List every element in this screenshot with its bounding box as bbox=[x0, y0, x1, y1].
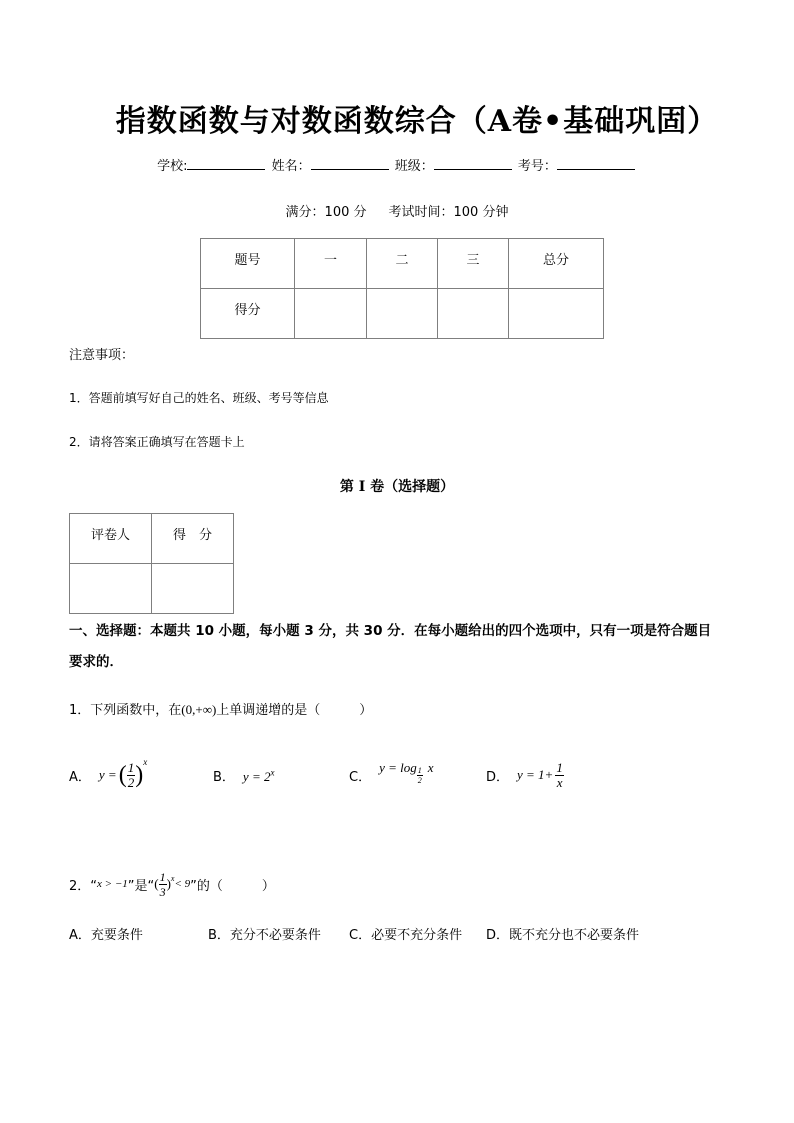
q2-option-b[interactable]: B．充分不必要条件 bbox=[208, 928, 321, 943]
grader-score-label: 得 分 bbox=[152, 514, 234, 564]
q2-right-paren: ) bbox=[166, 876, 171, 891]
q2-exponent: x bbox=[170, 874, 175, 883]
question-2-stem bbox=[69, 868, 275, 900]
q2-stem-end: ”的（ ） bbox=[190, 878, 275, 894]
notes-heading: 注意事项： bbox=[69, 348, 135, 363]
q1-stem-start: 1．下列函数中，在 bbox=[69, 703, 182, 718]
q1-a-exponent: x bbox=[143, 757, 148, 767]
grader-table bbox=[69, 513, 234, 614]
q1-c-base bbox=[417, 766, 423, 785]
school-blank[interactable] bbox=[187, 157, 265, 170]
score-header-cell: 题号 bbox=[201, 239, 295, 289]
name-label: 姓名： bbox=[271, 159, 311, 174]
q1-b-expression: y = 2 bbox=[242, 769, 271, 784]
q2-numerator: 1 bbox=[159, 869, 166, 884]
score-header-cell: 三 bbox=[438, 239, 509, 289]
school-label: 学校: bbox=[157, 159, 188, 174]
score-table-header-row bbox=[201, 239, 604, 289]
q1-d-numerator: 1 bbox=[556, 759, 563, 775]
score-cell[interactable] bbox=[438, 289, 509, 339]
q1-d-expression: y = 1+ bbox=[517, 767, 554, 782]
q1-a-right-paren: ) bbox=[135, 761, 144, 788]
score-cell[interactable] bbox=[295, 289, 367, 339]
grader-score-cell[interactable] bbox=[152, 564, 234, 614]
number-label: 考号： bbox=[517, 159, 557, 174]
q2-option-a[interactable]: A．充要条件 bbox=[69, 928, 143, 943]
q2-stem-mid: ”是“ bbox=[127, 878, 155, 894]
q1-a-lhs: y = bbox=[98, 767, 117, 782]
score-cell[interactable] bbox=[367, 289, 438, 339]
q1-a-numerator: 1 bbox=[127, 759, 135, 775]
q1-option-b-label: B． bbox=[213, 770, 235, 785]
class-blank[interactable] bbox=[434, 157, 512, 170]
section-title: 第 I 卷（选择题） bbox=[339, 479, 455, 495]
score-row-label: 得分 bbox=[201, 289, 295, 339]
score-cell[interactable] bbox=[509, 289, 604, 339]
q1-c-expression: y = log bbox=[379, 760, 417, 775]
student-info-line bbox=[0, 155, 794, 174]
q2-option-d[interactable]: D．既不充分也不必要条件 bbox=[486, 928, 640, 943]
grader-header-row bbox=[70, 514, 234, 564]
score-table-value-row bbox=[201, 289, 604, 339]
q1-d-fraction bbox=[555, 761, 564, 790]
score-header-cell: 一 bbox=[295, 239, 367, 289]
q1-a-left-paren: ( bbox=[118, 761, 127, 788]
score-header-cell: 二 bbox=[367, 239, 438, 289]
q1-option-c[interactable] bbox=[349, 760, 434, 790]
q1-stem-end: 上单调递增的是（ ） bbox=[216, 703, 373, 718]
q2-stem-start: 2．“ bbox=[69, 878, 98, 894]
q1-b-exponent: x bbox=[270, 767, 275, 778]
grader-reviewer-cell[interactable] bbox=[70, 564, 152, 614]
page-title: 指数函数与对数函数综合（A卷•基础巩固） bbox=[115, 104, 719, 139]
part1-instructions-line2: 要求的． bbox=[69, 654, 123, 670]
q2-denominator: 3 bbox=[159, 884, 166, 899]
question-1-stem bbox=[69, 699, 372, 718]
q1-c-argument: x bbox=[427, 760, 434, 775]
exam-time: 考试时间：100 分钟 bbox=[388, 205, 509, 220]
class-label: 班级： bbox=[394, 159, 434, 174]
name-blank[interactable] bbox=[311, 157, 389, 170]
q2-left-paren: ( bbox=[154, 876, 159, 891]
grader-reviewer-label: 评卷人 bbox=[70, 514, 152, 564]
q2-condition-2: < 9 bbox=[174, 878, 191, 890]
q1-c-base-num: 1 bbox=[417, 766, 422, 775]
score-header-cell: 总分 bbox=[509, 239, 604, 289]
q1-interval: (0,+∞) bbox=[181, 702, 217, 717]
q2-option-c[interactable]: C．必要不充分条件 bbox=[349, 928, 463, 943]
q1-option-a-label: A． bbox=[69, 769, 91, 785]
q1-d-denominator: x bbox=[556, 774, 563, 790]
note-item: 2．请将答案正确填写在答题卡上 bbox=[69, 435, 245, 449]
exam-meta bbox=[0, 201, 794, 220]
q1-a-denominator: 2 bbox=[127, 774, 135, 790]
q1-a-fraction bbox=[127, 761, 136, 790]
score-table bbox=[200, 238, 604, 339]
q1-option-a[interactable] bbox=[69, 757, 147, 793]
number-blank[interactable] bbox=[557, 157, 635, 170]
full-score: 满分：100 分 bbox=[285, 205, 367, 220]
q2-fraction bbox=[159, 870, 167, 899]
q1-option-d[interactable] bbox=[486, 757, 564, 793]
note-item: 1．答题前填写好自己的姓名、班级、考号等信息 bbox=[69, 391, 329, 405]
q2-condition-1: x > −1 bbox=[97, 878, 128, 890]
q1-option-d-label: D． bbox=[486, 769, 510, 785]
part1-instructions-line1: 一、选择题：本题共 10 小题，每小题 3 分，共 30 分．在每小题给出的四个选项中，只有一项是符合题目 bbox=[69, 623, 712, 639]
q1-c-base-den: 2 bbox=[417, 776, 422, 785]
grader-value-row bbox=[70, 564, 234, 614]
q1-option-c-label: C． bbox=[349, 770, 372, 785]
q1-option-b[interactable] bbox=[213, 766, 274, 785]
